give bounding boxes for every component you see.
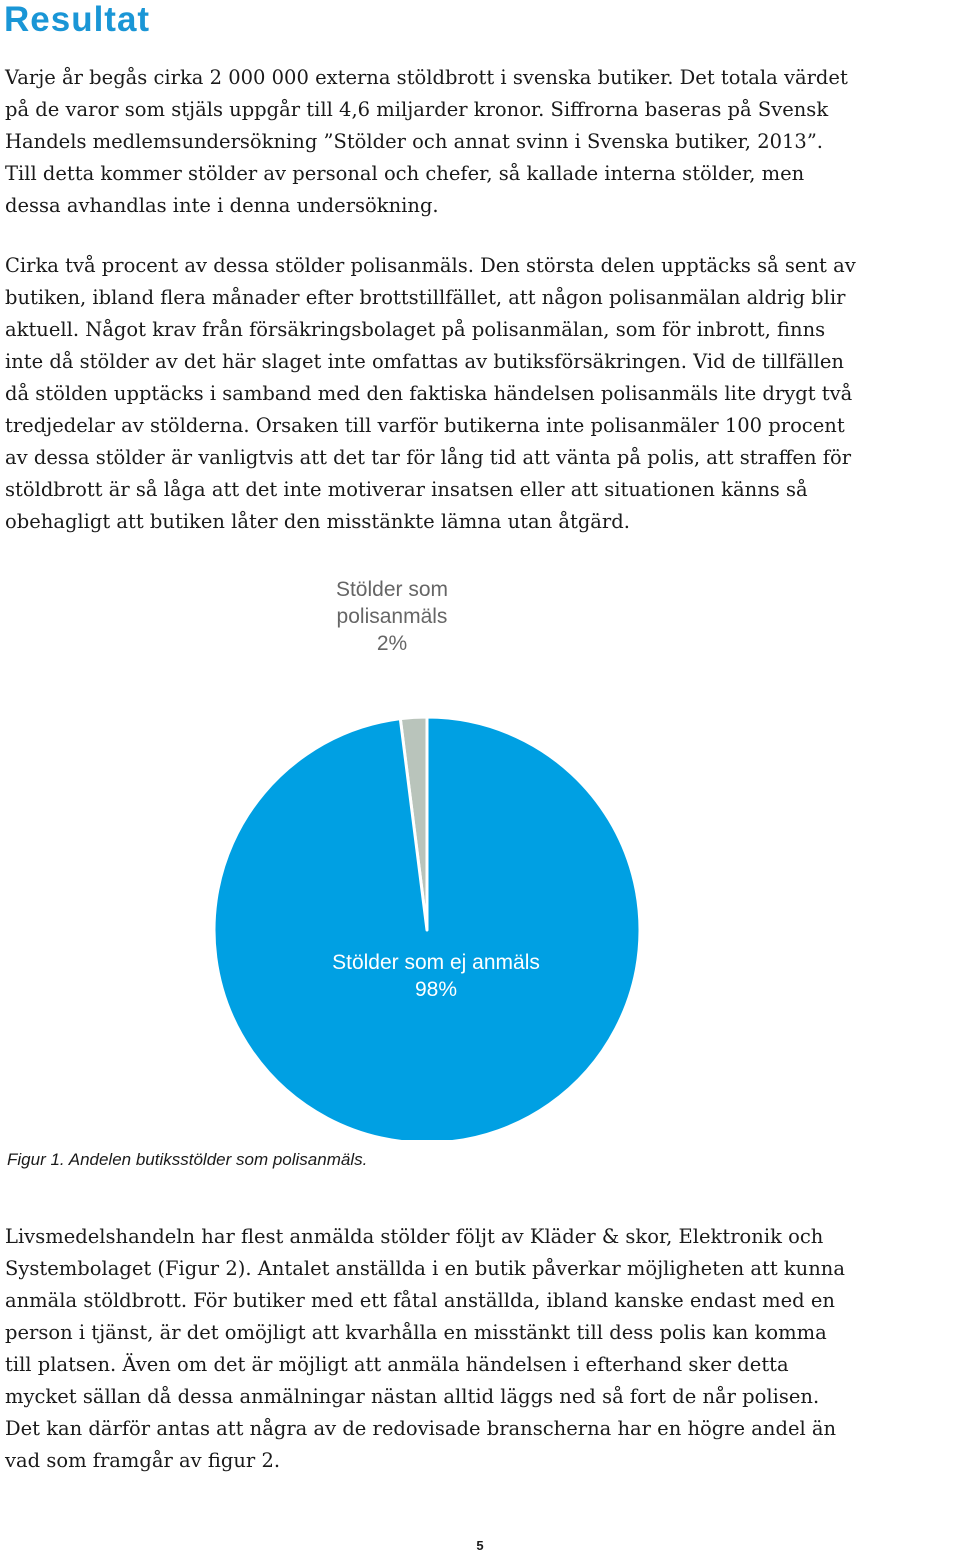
- pie-value-label: 98%: [414, 978, 458, 1001]
- page-number: 5: [476, 1538, 484, 1553]
- text-line: dessa avhandlas inte i denna undersökning.: [5, 194, 439, 217]
- paragraph-2: [5, 250, 955, 538]
- text-line: Cirka två procent av dessa stölder polisanmäls. Den största delen upptäcks så sent av: [5, 254, 856, 277]
- text-line: obehagligt att butiken låter den misstänkte lämna utan åtgärd.: [5, 510, 630, 533]
- pie-slice-label: Stölder som ej anmäls: [332, 951, 540, 974]
- text-line: Systembolaget (Figur 2). Antalet anställda i en butik påverkar möjligheten att kunna: [5, 1257, 845, 1280]
- text-line: av dessa stölder är vanligtvis att det tar för lång tid att vänta på polis, att straffen för: [5, 446, 852, 469]
- text-line: anmäla stöldbrott. För butiker med ett fåtal anställda, ibland kanske endast med en: [5, 1289, 835, 1312]
- text-line: Det kan därför antas att några av de redovisade branscherna har en högre andel än: [5, 1417, 837, 1440]
- text-line: tredjedelar av stölderna. Orsaken till varför butikerna inte polisanmäler 100 procent: [5, 414, 845, 437]
- text-line: mycket sällan då dessa anmälningar nästan alltid läggs ned så fort de når polisen.: [5, 1385, 820, 1408]
- pie-slice: [214, 717, 640, 1140]
- text-line: då stölden upptäcks i samband med den faktiska händelsen polisanmäls lite drygt två: [5, 382, 853, 405]
- figure-caption: Figur 1. Andelen butiksstölder som polisanmäls.: [7, 1150, 368, 1169]
- text-line: på de varor som stjäls uppgår till 4,6 miljarder kronor. Siffrorna baseras på Svensk: [5, 98, 829, 121]
- text-line: Till detta kommer stölder av personal och chefer, så kallade interna stölder, men: [5, 162, 805, 185]
- paragraph-3: [5, 1221, 955, 1477]
- pie-slices: [214, 717, 640, 1140]
- text-line: aktuell. Något krav från försäkringsbolaget på polisanmälan, som för inbrott, finns: [5, 318, 826, 341]
- text-line: stöldbrott är så låga att det inte motiverar insatsen eller att situationen känns så: [5, 478, 808, 501]
- text-line: Livsmedelshandeln har flest anmälda stölder följt av Kläder & skor, Elektronik och: [5, 1225, 824, 1248]
- pie-slice-label: Stölder som: [335, 578, 449, 601]
- text-line: vad som framgår av figur 2.: [5, 1449, 281, 1472]
- pie-value-label: 2%: [376, 632, 408, 655]
- section-heading: Resultat: [4, 0, 151, 39]
- text-line: person i tjänst, är det omöjligt att kvarhålla en misstänkt till dess polis kan komma: [5, 1321, 827, 1344]
- text-line: Handels medlemsundersökning ”Stölder och annat svinn i Svenska butiker, 2013”.: [5, 130, 823, 153]
- text-line: inte då stölder av det här slaget inte omfattas av butiksförsäkringen. Vid de tillfällen: [5, 350, 844, 373]
- pie-chart: [0, 560, 960, 1140]
- pie-slice-label: polisanmäls: [336, 605, 448, 628]
- text-line: Varje år begås cirka 2 000 000 externa stöldbrott i svenska butiker. Det totala värdet: [5, 66, 848, 89]
- text-line: butiken, ibland flera månader efter brottstillfället, att någon polisanmälan aldrig blir: [5, 286, 846, 309]
- text-line: till platsen. Även om det är möjligt att anmäla händelsen i efterhand sker detta: [5, 1353, 789, 1376]
- paragraph-1: [5, 62, 955, 222]
